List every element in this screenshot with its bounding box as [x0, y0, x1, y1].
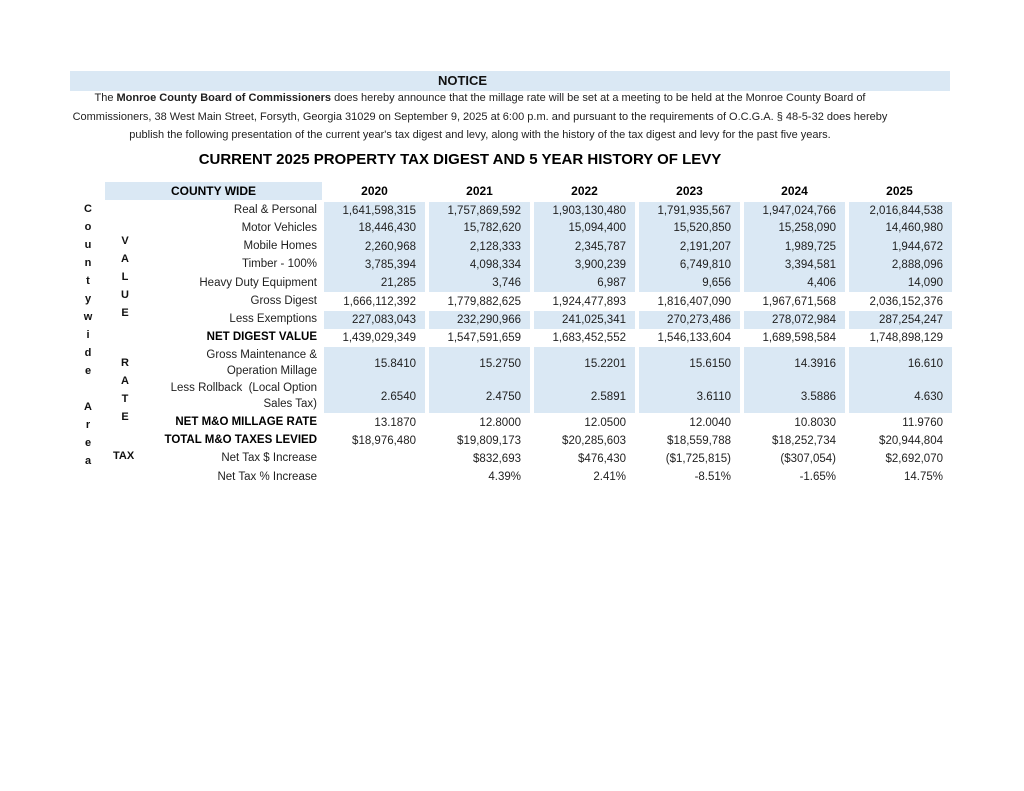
value-cell: 3,785,394: [322, 256, 427, 274]
row-label: NET DIGEST VALUE: [206, 331, 317, 344]
table-row: [105, 219, 952, 237]
value-cell: 1,944,672: [847, 238, 952, 256]
row-label: TOTAL M&O TAXES LEVIED: [164, 434, 317, 447]
value-cell: 14.75%: [847, 468, 952, 486]
value-cell: 11.9760: [847, 413, 952, 431]
header-year-2020: 2020: [322, 182, 427, 201]
value-cell: 10.8030: [742, 413, 847, 431]
value-cell: 15,094,400: [532, 219, 637, 237]
table-row: [105, 347, 952, 380]
value-cell: 1,689,598,584: [742, 329, 847, 347]
value-cell: 2.4750: [427, 380, 532, 413]
value-cell: 2,191,207: [637, 238, 742, 256]
value-cell: 241,025,341: [532, 311, 637, 329]
value-cell: 1,748,898,129: [847, 329, 952, 347]
value-cell: 14,090: [847, 274, 952, 292]
table-row: [105, 311, 952, 329]
value-cell: $2,692,070: [847, 450, 952, 468]
value-cell: 14.3916: [742, 347, 847, 380]
value-cell: 14,460,980: [847, 219, 952, 237]
value-cell: 227,083,043: [322, 311, 427, 329]
value-cell: ($307,054): [742, 450, 847, 468]
value-cell: 1,547,591,659: [427, 329, 532, 347]
value-cell: 1,967,671,568: [742, 292, 847, 310]
value-cell: 12.0040: [637, 413, 742, 431]
header-year-2023: 2023: [637, 182, 742, 201]
value-cell: [322, 468, 427, 486]
value-cell: 3,900,239: [532, 256, 637, 274]
value-cell: 3,746: [427, 274, 532, 292]
value-cell: ($1,725,815): [637, 450, 742, 468]
value-cell: 12.0500: [532, 413, 637, 431]
table-row: [105, 413, 952, 431]
table-row: [105, 292, 952, 310]
value-cell: 3.6110: [637, 380, 742, 413]
value-cell: 1,666,112,392: [322, 292, 427, 310]
page-title: CURRENT 2025 PROPERTY TAX DIGEST AND 5 YEAR HISTORY OF LEVY: [198, 151, 722, 168]
value-cell: 15,258,090: [742, 219, 847, 237]
value-cell: 1,947,024,766: [742, 201, 847, 219]
value-cell: 1,757,869,592: [427, 201, 532, 219]
row-label: Timber - 100%: [242, 258, 317, 271]
value-cell: 1,791,935,567: [637, 201, 742, 219]
value-cell: 1,641,598,315: [322, 201, 427, 219]
value-cell: 1,816,407,090: [637, 292, 742, 310]
header-year-2024: 2024: [742, 182, 847, 201]
table-row: [105, 201, 952, 219]
value-cell: 2.5891: [532, 380, 637, 413]
value-cell: 15,782,620: [427, 219, 532, 237]
row-label: Gross Digest: [250, 294, 317, 307]
row-label: Less Rollback (Local Option Sales Tax): [170, 382, 317, 410]
value-cell: $476,430: [532, 450, 637, 468]
row-label: Gross Maintenance & Operation Millage: [206, 349, 317, 377]
row-label: Less Exemptions: [229, 313, 317, 326]
table-row: [105, 256, 952, 274]
value-cell: $18,976,480: [322, 432, 427, 450]
table-row: [105, 450, 952, 468]
value-cell: 1,903,130,480: [532, 201, 637, 219]
group-label-rate: R A T E: [121, 357, 129, 423]
tax-digest-table: [105, 182, 952, 487]
value-cell: 2.6540: [322, 380, 427, 413]
value-cell: 3,394,581: [742, 256, 847, 274]
value-cell: 232,290,966: [427, 311, 532, 329]
value-cell: 15.2750: [427, 347, 532, 380]
header-year-2025: 2025: [847, 182, 952, 201]
row-label: Net Tax $ Increase: [221, 452, 317, 465]
value-cell: 15,520,850: [637, 219, 742, 237]
row-label: Real & Personal: [233, 203, 317, 216]
value-cell: 2,036,152,376: [847, 292, 952, 310]
table-row: [105, 380, 952, 413]
table-row: [105, 274, 952, 292]
row-label: Net Tax % Increase: [217, 470, 317, 483]
value-cell: 270,273,486: [637, 311, 742, 329]
value-cell: 1,683,452,552: [532, 329, 637, 347]
value-cell: 1,779,882,625: [427, 292, 532, 310]
group-label-tax: TAX: [113, 450, 135, 462]
row-label: NET M&O MILLAGE RATE: [175, 415, 317, 428]
value-cell: 6,987: [532, 274, 637, 292]
table-row: [105, 329, 952, 347]
table-header-row: [105, 182, 952, 201]
value-cell: $19,809,173: [427, 432, 532, 450]
value-cell: 2,128,333: [427, 238, 532, 256]
value-cell: 2,345,787: [532, 238, 637, 256]
value-cell: 1,924,477,893: [532, 292, 637, 310]
value-cell: 1,439,029,349: [322, 329, 427, 347]
value-cell: 18,446,430: [322, 219, 427, 237]
value-cell: $20,944,804: [847, 432, 952, 450]
group-label-area: A r e a: [84, 401, 92, 467]
table-row: [105, 238, 952, 256]
header-county-wide: COUNTY WIDE: [105, 182, 322, 201]
group-label-value: V A L U E: [121, 235, 129, 319]
notice-line-3: publish the following presentation of the current year's tax digest and levy, along with the history of the tax digest and levy for the past five years.: [129, 129, 831, 142]
value-cell: $832,693: [427, 450, 532, 468]
notice-banner: [70, 71, 950, 91]
value-cell: 278,072,984: [742, 311, 847, 329]
header-year-2021: 2021: [427, 182, 532, 201]
value-cell: -1.65%: [742, 468, 847, 486]
notice-line-1: The Monroe County Board of Commissioners does hereby announce that the millage rate will be set at a meeting to be held at the Monroe County Board of: [94, 92, 866, 104]
value-cell: 2,016,844,538: [847, 201, 952, 219]
value-cell: 1,989,725: [742, 238, 847, 256]
row-label: Mobile Homes: [243, 239, 317, 252]
value-cell: 15.8410: [322, 347, 427, 380]
value-cell: 15.2201: [532, 347, 637, 380]
value-cell: 3.5886: [742, 380, 847, 413]
value-cell: 13.1870: [322, 413, 427, 431]
value-cell: -8.51%: [637, 468, 742, 486]
value-cell: 12.8000: [427, 413, 532, 431]
notice-line-2: Commissioners, 38 West Main Street, Forsyth, Georgia 31029 on September 9, 2025 at 6:00 p.m. and pursuant to the requirements of O.C.G.A. § 48-5-32 does hereby: [72, 110, 888, 123]
table-row: [105, 468, 952, 486]
value-cell: 4,406: [742, 274, 847, 292]
value-cell: 6,749,810: [637, 256, 742, 274]
value-cell: $18,559,788: [637, 432, 742, 450]
value-cell: 4.630: [847, 380, 952, 413]
header-year-2022: 2022: [532, 182, 637, 201]
value-cell: 2,260,968: [322, 238, 427, 256]
value-cell: [322, 450, 427, 468]
value-cell: 2,888,096: [847, 256, 952, 274]
value-cell: 21,285: [322, 274, 427, 292]
value-cell: 1,546,133,604: [637, 329, 742, 347]
row-label: Heavy Duty Equipment: [199, 276, 317, 289]
value-cell: 4,098,334: [427, 256, 532, 274]
value-cell: 2.41%: [532, 468, 637, 486]
value-cell: 16.610: [847, 347, 952, 380]
table-row: [105, 432, 952, 450]
value-cell: 15.6150: [637, 347, 742, 380]
group-label-countywide: C o u n t y w i d e: [83, 203, 93, 377]
notice-paragraph: [70, 89, 890, 145]
row-label: Motor Vehicles: [241, 221, 317, 234]
value-cell: $20,285,603: [532, 432, 637, 450]
value-cell: 4.39%: [427, 468, 532, 486]
value-cell: 9,656: [637, 274, 742, 292]
value-cell: $18,252,734: [742, 432, 847, 450]
notice-heading: NOTICE: [437, 73, 488, 88]
value-cell: 287,254,247: [847, 311, 952, 329]
